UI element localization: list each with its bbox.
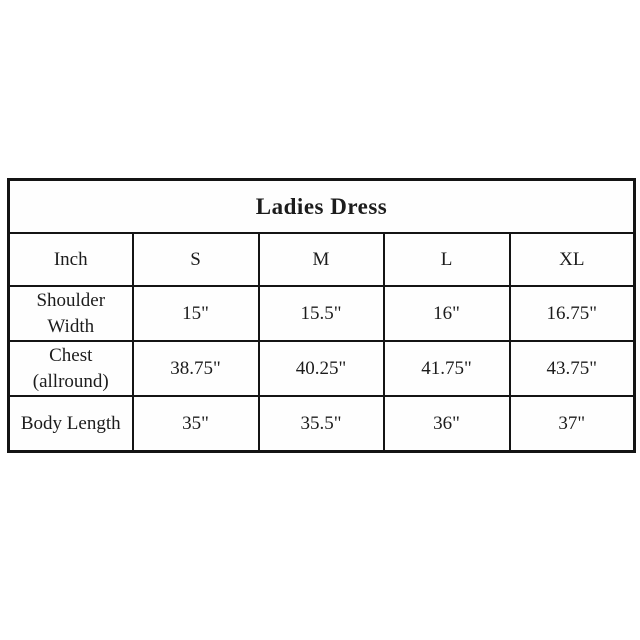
cell-shoulder-width-l: 16" — [384, 286, 510, 341]
cell-shoulder-width-m: 15.5" — [259, 286, 384, 341]
cell-chest-s: 38.75" — [133, 341, 259, 396]
col-header-size-xl: XL — [510, 233, 635, 286]
col-header-size-s: S — [133, 233, 259, 286]
row-label-body-length: Body Length — [9, 396, 133, 452]
table-row-chest — [9, 341, 635, 396]
table-title: Ladies Dress — [9, 180, 635, 234]
cell-body-length-s: 35" — [133, 396, 259, 452]
cell-chest-xl: 43.75" — [510, 341, 635, 396]
col-header-size-l: L — [384, 233, 510, 286]
cell-chest-l: 41.75" — [384, 341, 510, 396]
cell-body-length-xl: 37" — [510, 396, 635, 452]
table-row-body-length — [9, 396, 635, 452]
col-header-size-m: M — [259, 233, 384, 286]
title-row — [9, 180, 635, 234]
header-row — [9, 233, 635, 286]
cell-chest-m: 40.25" — [259, 341, 384, 396]
row-label-chest: Chest (allround) — [9, 341, 133, 396]
row-label-shoulder-width: Shoulder Width — [9, 286, 133, 341]
cell-shoulder-width-s: 15" — [133, 286, 259, 341]
cell-body-length-l: 36" — [384, 396, 510, 452]
cell-body-length-m: 35.5" — [259, 396, 384, 452]
cell-shoulder-width-xl: 16.75" — [510, 286, 635, 341]
table-row-shoulder-width — [9, 286, 635, 341]
size-chart-table — [7, 178, 636, 453]
col-header-unit: Inch — [9, 233, 133, 286]
